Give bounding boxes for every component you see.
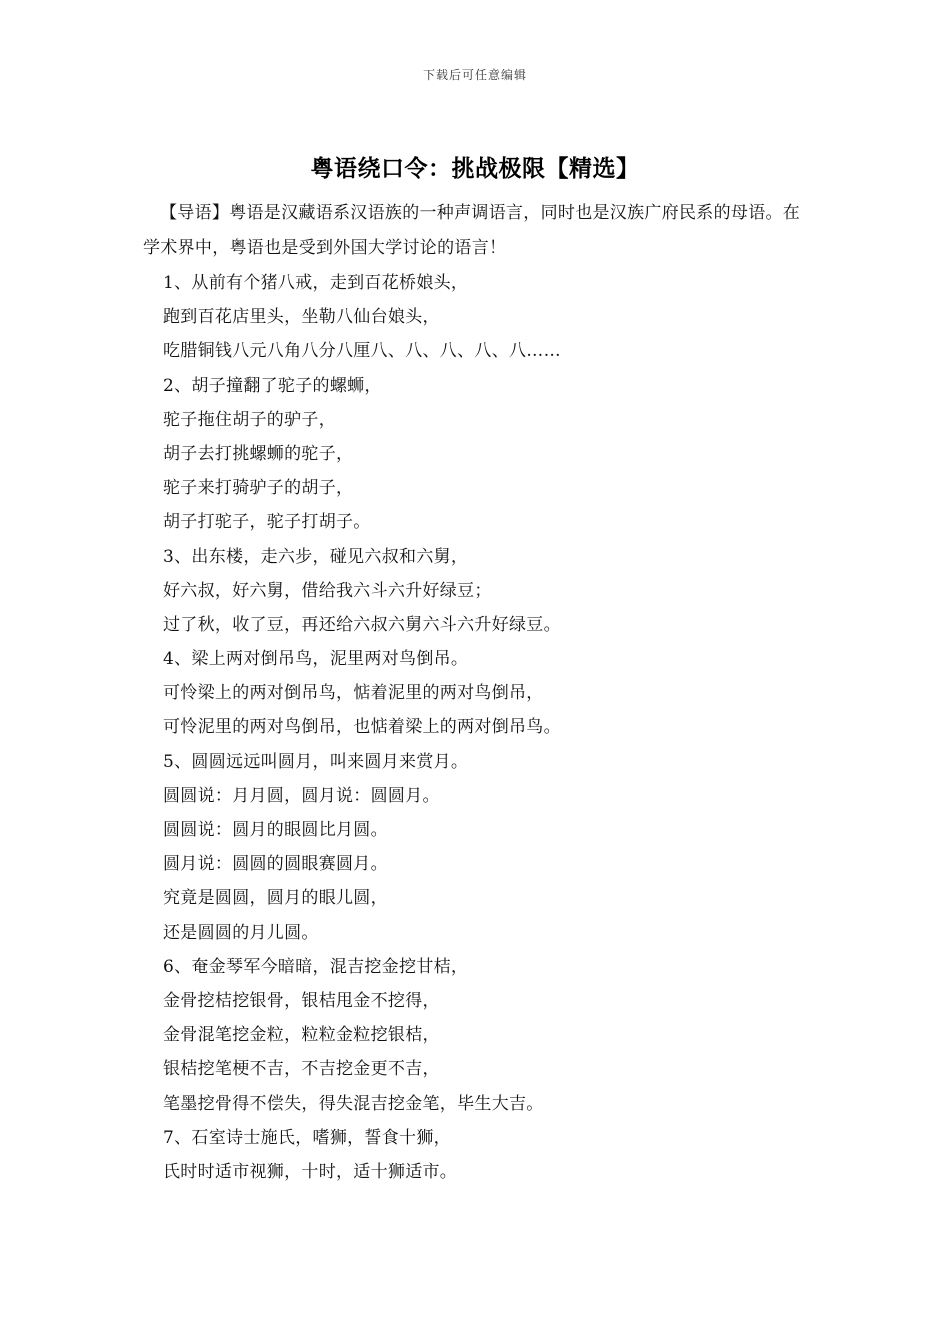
- verse-line: 氏时时适市视狮，十时，适十狮适市。: [163, 1161, 458, 1182]
- verse-line: 6、奄金琴军今暗暗，混吉挖金挖甘桔，: [163, 956, 469, 977]
- page-header-note: 下载后可任意编辑: [422, 68, 527, 82]
- verse-line: 金骨混笔挖金粒，粒粒金粒挖银桔，: [163, 1025, 440, 1046]
- tongue-twister-list: [163, 266, 823, 1189]
- verse-line: 究竟是圆圆，圆月的眼儿圆，: [163, 888, 388, 909]
- verse-line: 3、出东楼，走六步，碰见六叔和六舅，: [163, 546, 469, 567]
- verse-line: 银桔挖笔梗不吉，不吉挖金更不吉，: [163, 1059, 440, 1080]
- verse-line: 胡子打驼子，驼子打胡子。: [163, 512, 371, 533]
- verse-line: 笔墨挖骨得不偿失，得失混吉挖金笔，毕生大吉。: [163, 1093, 544, 1114]
- verse-line: 驼子来打骑驴子的胡子，: [163, 478, 354, 499]
- verse-line: 圆圆说：月月圆，圆月说：圆圆月。: [163, 785, 440, 806]
- verse-line: 吃腊铜钱八元八角八分八厘八、八、八、八、八……: [163, 341, 561, 362]
- verse-line: 胡子去打挑螺蛳的驼子，: [163, 443, 354, 464]
- verse-line: 2、胡子撞翻了驼子的螺蛳，: [163, 375, 382, 396]
- verse-line: 金骨挖桔挖银骨，银桔甩金不挖得，: [163, 990, 440, 1011]
- verse-line: 可怜泥里的两对鸟倒吊，也惦着梁上的两对倒吊鸟。: [163, 717, 561, 738]
- intro-paragraph: 【导语】粤语是汉藏语系汉语族的一种声调语言，同时也是汉族广府民系的母语。在学术界中，粤语也是受到外国大学讨论的语言！: [143, 203, 801, 258]
- verse-line: 圆月说：圆圆的圆眼赛圆月。: [163, 854, 388, 875]
- verse-line: 驼子拖住胡子的驴子，: [163, 409, 336, 430]
- verse-line: 圆圆说：圆月的眼圆比月圆。: [163, 820, 388, 840]
- verse-line: 1、从前有个猪八戒，走到百花桥娘头，: [163, 273, 469, 293]
- verse-line: 好六叔，好六舅，借给我六斗六升好绿豆；: [163, 580, 492, 601]
- verse-line: 4、梁上两对倒吊鸟，泥里两对鸟倒吊。: [163, 649, 469, 670]
- verse-line: 过了秋，收了豆，再还给六叔六舅六斗六升好绿豆。: [163, 614, 561, 635]
- verse-line: 5、圆圆远远叫圆月，叫来圆月来赏月。: [163, 751, 469, 772]
- verse-line: 7、石室诗士施氏，嗜狮，誓食十狮，: [163, 1127, 451, 1148]
- verse-line: 跑到百花店里头，坐勒八仙台娘头，: [163, 307, 440, 328]
- verse-line: 可怜梁上的两对倒吊鸟，惦着泥里的两对鸟倒吊，: [163, 683, 544, 704]
- document-title: 粤语绕口令：挑战极限【精选】: [310, 155, 640, 182]
- verse-line: 还是圆圆的月儿圆。: [163, 922, 319, 943]
